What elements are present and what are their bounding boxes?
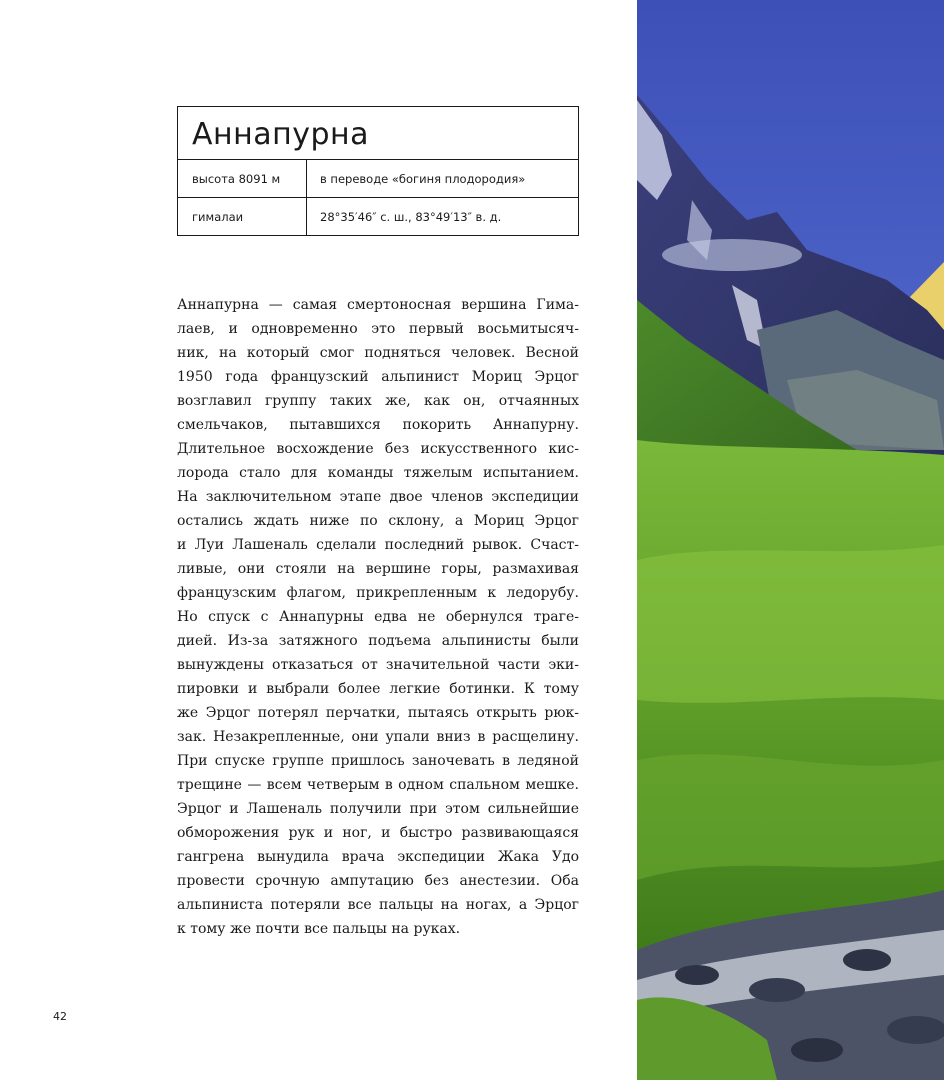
body-line: При спуске группе пришлось заночевать в ледяной xyxy=(177,753,579,769)
body-line: лорода стало для команды тяжелым испытанием. xyxy=(177,465,579,481)
body-line: же Эрцог потерял перчатки, пытаясь открыть рюк- xyxy=(177,705,579,721)
body-line: к тому же почти все пальцы на руках. xyxy=(177,921,461,937)
body-line: альпиниста потеряли все пальцы на ногах, а Эрцог xyxy=(177,897,579,913)
body-line: дией. Из-за затяжного подъема альпинисты были xyxy=(177,633,579,649)
info-box xyxy=(177,106,579,236)
body-line: ливые, они стояли на вершине горы, размахивая xyxy=(177,561,579,577)
body-line: На заключительном этапе двое членов экспедиции xyxy=(177,489,579,505)
page-number: 42 xyxy=(53,1010,67,1023)
body-line: остались ждать ниже по склону, а Мориц Эрцог xyxy=(177,513,579,529)
body-line: смельчаков, пытавшихся покорить Аннапурну. xyxy=(177,417,579,433)
body-line: Но спуск с Аннапурны едва не обернулся траге- xyxy=(177,609,579,625)
body-line: гангрена вынудила врача экспедиции Жака Удо xyxy=(177,849,579,865)
body-text xyxy=(177,293,579,941)
body-line: вынуждены отказаться от значительной части эки- xyxy=(177,657,579,673)
body-line: 1950 года французский альпинист Мориц Эрцог xyxy=(177,369,579,385)
body-line: французским флагом, прикрепленным к ледорубу. xyxy=(177,585,579,601)
body-line: Эрцог и Лашеналь получили при этом сильнейшие xyxy=(177,801,579,817)
info-row-height xyxy=(178,160,578,198)
coords-value: 28°35′46″ с. ш., 83°49′13″ в. д. xyxy=(320,210,502,224)
info-row-location xyxy=(178,198,578,236)
height-value: высота 8091 м xyxy=(178,160,307,197)
body-line: провести срочную ампутацию без анестезии. Оба xyxy=(177,873,579,889)
body-line: ник, на который смог подняться человек. Весной xyxy=(177,345,579,361)
range-value: гималаи xyxy=(178,198,307,236)
body-line: лаев, и одновременно это первый восьмитысяч- xyxy=(177,321,579,337)
body-line: обморожения рук и ног, и быстро развивающаяся xyxy=(177,825,579,841)
body-line: пировки и выбрали более легкие ботинки. К тому xyxy=(177,681,579,697)
body-line: и Луи Лашеналь сделали последний рывок. Счаст- xyxy=(177,537,579,553)
mountain-valley-photo xyxy=(637,0,944,1080)
body-line: зак. Незакрепленные, они упали вниз в расщелину. xyxy=(177,729,579,745)
body-line: Длительное восхождение без искусственного кис- xyxy=(177,441,579,457)
body-line: трещине — всем четверым в одном спальном мешке. xyxy=(177,777,579,793)
mountain-title: Аннапурна xyxy=(178,107,578,160)
body-line: возглавил группу таких же, как он, отчаянных xyxy=(177,393,579,409)
body-line: Аннапурна — самая смертоносная вершина Гима- xyxy=(177,297,579,313)
translation-value: в переводе «богиня плодородия» xyxy=(320,172,526,186)
